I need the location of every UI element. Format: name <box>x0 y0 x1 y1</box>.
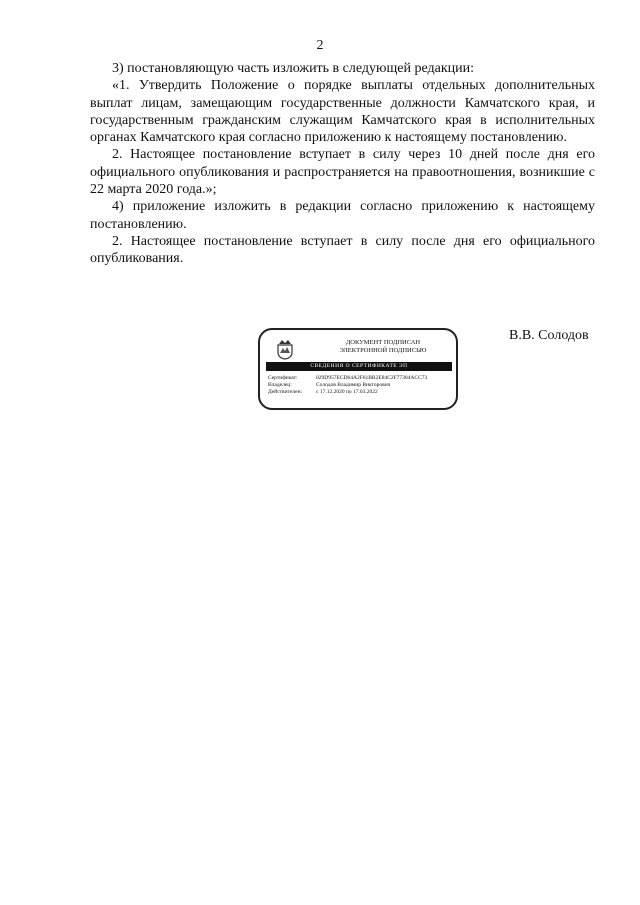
page-number: 2 <box>316 38 324 53</box>
cert-value: с 17.12.2020 по 17.03.2022 <box>316 389 378 395</box>
stamp-title <box>318 339 448 355</box>
paragraph: 2. Настоящее постановление вступает в силу после дня его официального опубликования. <box>90 233 595 267</box>
cert-value: 029D957ECD64A2F61BB2E84C2F77304ACC73 <box>316 375 428 381</box>
paragraph: «1. Утвердить Положение о порядке выплаты отдельных дополнительных выплат лицам, замещающим государственные должности Камчатского края, и государственным гражданским служащим Камчатского края в исполнительных органах Камчатского края согласно приложению к настоящему постановлению. <box>90 78 595 146</box>
cert-row <box>268 382 454 389</box>
cert-details <box>268 375 454 396</box>
cert-key: Владелец: <box>268 382 292 388</box>
paragraph: 2. Настоящее постановление вступает в силу через 10 дней после дня его официального опубликования и распространяется на правоотношения, возникшие с 22 марта 2020 года.»; <box>90 147 595 198</box>
body-text <box>90 60 595 268</box>
cert-value: Солодов Владимир Викторович <box>316 382 391 388</box>
paragraph: 4) приложение изложить в редакции согласно приложению к настоящему постановлению. <box>90 199 595 232</box>
electronic-signature-stamp <box>258 328 458 410</box>
stamp-title-line: ДОКУМЕНТ ПОДПИСАН <box>345 339 421 346</box>
stamp-title-line: ЭЛЕКТРОННОЙ ПОДПИСЬЮ <box>339 347 427 354</box>
cert-row <box>268 389 454 396</box>
signer-name: В.В. Солодов <box>509 328 589 343</box>
cert-row <box>268 375 454 382</box>
paragraph: 3) постановляющую часть изложить в следующей редакции: <box>112 61 475 76</box>
cert-key: Действителен: <box>268 389 303 395</box>
coat-of-arms-icon <box>276 338 294 360</box>
cert-key: Сертификат: <box>268 375 298 381</box>
cert-header: СВЕДЕНИЯ О СЕРТИФИКАТЕ ЭП <box>266 362 452 371</box>
